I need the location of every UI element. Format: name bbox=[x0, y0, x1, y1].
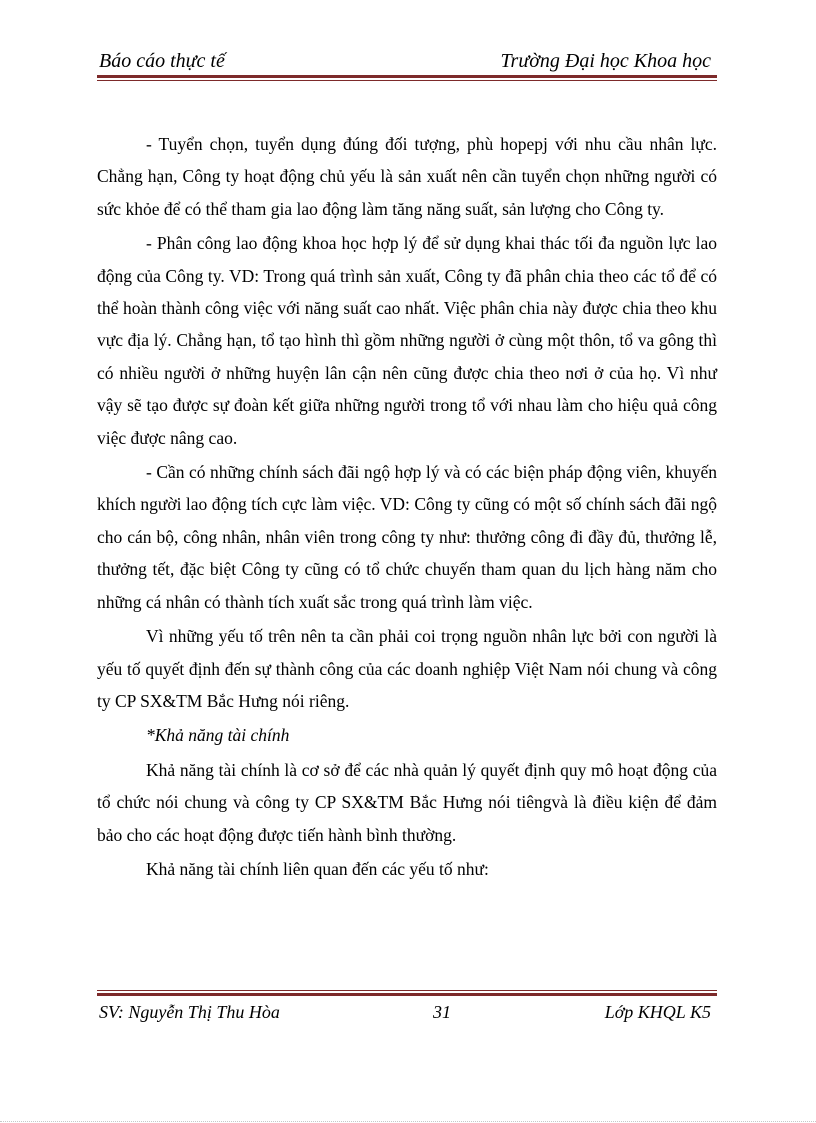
footer-class: Lớp KHQL K5 bbox=[604, 1002, 711, 1022]
subheading-financial-capacity: *Khả năng tài chính bbox=[146, 725, 290, 746]
header-university: Trường Đại học Khoa học bbox=[500, 50, 711, 72]
header-rule-thin bbox=[97, 80, 717, 81]
page-footer bbox=[97, 990, 717, 1030]
paragraph-financial-factors: Khả năng tài chính liên quan đến các yếu tố như: bbox=[146, 858, 489, 879]
header-rule-thick bbox=[97, 75, 717, 78]
paragraph-conclusion: Vì những yếu tố trên nên ta cần phải coi trọng nguồn nhân lực bởi con người là yếu tố quyết định đến sự thành công của các doanh nghiệp Việt Nam nói chung và công ty CP SX&TM Bắc Hưng nói riêng. bbox=[97, 626, 717, 711]
paragraph-financial-basis: Khả năng tài chính là cơ sở để các nhà quản lý quyết định quy mô hoạt động của tổ chức nói chung và công ty CP SX&TM Bắc Hưng nói tiêngvà là điều kiện để đảm bảo cho các hoạt động được tiến hành bình thường. bbox=[97, 759, 717, 845]
footer-rule-thick bbox=[97, 993, 717, 996]
page-number: 31 bbox=[433, 1002, 451, 1022]
paragraph-labor-division: - Phân công lao động khoa học hợp lý để sử dụng khai thác tối đa nguồn lực lao động của Công ty. VD: Trong quá trình sản xuất, Công ty đã phân chia theo các tổ để có thể hoàn thành công việc với năng suất cao nhất. Việc phân chia này được chia theo khu vực địa lý. Chẳng hạn, tổ tạo hình thì gồm những người ở cùng một thôn, tổ va gông thì có nhiều người ở những huyện lân cận nên cũng được chia theo nơi ở của họ. Vì như vậy sẽ tạo được sự đoàn kết giữa những người trong tổ với nhau làm cho hiệu quả công việc được nâng cao. bbox=[97, 233, 717, 448]
page-bottom-dotted-line bbox=[0, 1121, 816, 1122]
document-body bbox=[97, 128, 717, 887]
paragraph-incentive-policy: - Cần có những chính sách đãi ngộ hợp lý và có các biện pháp động viên, khuyến khích người lao động tích cực làm việc. VD: Công ty cũng có một số chính sách đãi ngộ cho cán bộ, công nhân, nhân viên trong công ty như: thưởng công đi đầy đủ, thưởng lễ, thưởng tết, đặc biệt Công ty cũng có tổ chức chuyến tham quan du lịch hàng năm cho những cá nhân có thành tích xuất sắc trong quá trình làm việc. bbox=[97, 462, 717, 612]
page-header bbox=[97, 46, 717, 82]
footer-rule-thin bbox=[97, 990, 717, 991]
header-report-title: Báo cáo thực tế bbox=[99, 50, 225, 72]
paragraph-recruitment: - Tuyển chọn, tuyển dụng đúng đối tượng, phù hopepj với nhu cầu nhân lực. Chẳng hạn, Công ty hoạt động chủ yếu là sản xuất nên cần tuyển chọn những người có sức khỏe để có thể tham gia lao động làm tăng năng suất, sản lượng cho Công ty. bbox=[97, 134, 717, 219]
footer-student-name: SV: Nguyễn Thị Thu Hòa bbox=[99, 1002, 280, 1022]
